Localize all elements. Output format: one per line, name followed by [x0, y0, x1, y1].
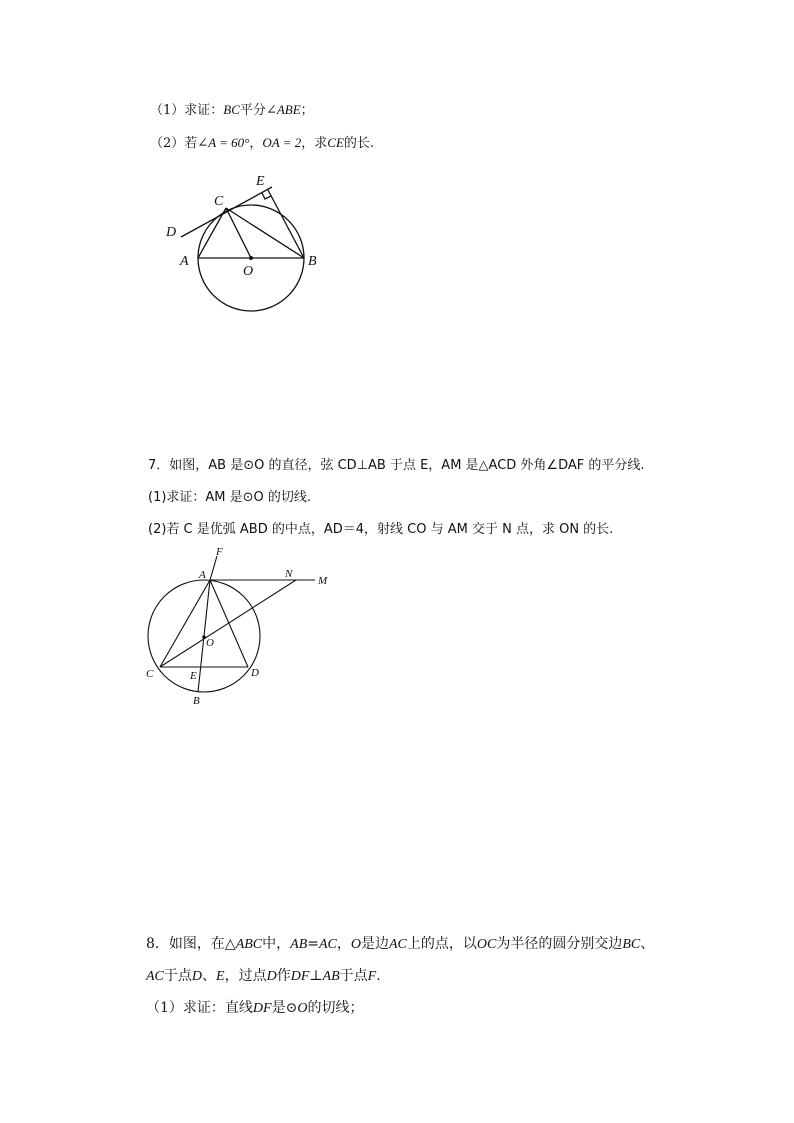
label-c: C [214, 194, 224, 209]
text: 求证：直线 [182, 1000, 253, 1016]
math-oa: OA = 2 [262, 135, 302, 150]
text: ； [300, 103, 314, 118]
text: 、 [202, 968, 217, 984]
label-o: O [206, 637, 214, 649]
math: AC [146, 969, 164, 984]
text: 上的点，以 [406, 936, 477, 952]
math: D [191, 969, 203, 984]
text: 求证： [184, 103, 224, 118]
label-a: A [180, 254, 189, 269]
math: O [297, 1001, 308, 1016]
ray-cn [160, 580, 296, 667]
math-ce: CE [327, 135, 344, 150]
math: AB [322, 969, 340, 984]
q7-stem: 7．如图，AB 是⊙O 的直径，弦 CD⊥AB 于点 E，AM 是△ACD 外角∠DAF 的平分线. [148, 458, 645, 473]
part-number: （1） [146, 1000, 183, 1016]
label-e: E [256, 174, 265, 189]
label-c: C [146, 668, 154, 680]
text: 中， [262, 936, 291, 952]
text: 是⊙ [271, 1000, 298, 1016]
extension-af [210, 556, 217, 580]
text: 是边 [361, 936, 389, 952]
q8-stem-line1 [146, 935, 654, 954]
label-m: M [318, 575, 328, 587]
text: 、 [640, 936, 655, 952]
label-d: D [251, 667, 259, 679]
q8-part1 [146, 999, 363, 1018]
text: 8．如图，在△ [146, 936, 236, 952]
text: ， [336, 936, 351, 952]
q8-stem-line2 [146, 967, 381, 986]
math: F [367, 969, 377, 984]
math-angle: ∠ABE [265, 102, 301, 117]
q7-part2: (2)若 C 是优弧 ABD 的中点，AD＝4，射线 CO 与 AM 交于 N 点，求 ON 的长. [148, 522, 614, 537]
text: 若 [184, 136, 198, 151]
label-f: F [216, 546, 223, 558]
label-e: E [190, 670, 197, 682]
text: 平分 [239, 103, 266, 118]
math: D [266, 969, 277, 984]
label-b: B [193, 695, 200, 707]
math-angle: ∠A = 60° [197, 135, 250, 150]
label-b: B [308, 254, 317, 269]
math: AB [290, 937, 308, 952]
text: ⊥ [309, 968, 323, 984]
label-d: D [166, 225, 177, 240]
text: . [376, 968, 381, 984]
q7-part1: (1)求证：AM 是⊙O 的切线. [148, 490, 312, 505]
text: 为半径的圆分别交边 [496, 936, 623, 952]
text: 于点 [163, 968, 192, 984]
text: ，求 [301, 136, 328, 151]
text: 的切线； [307, 1000, 364, 1016]
math: AC [318, 937, 337, 952]
math: DF [290, 969, 310, 984]
math: E [216, 969, 225, 984]
math: O [350, 937, 361, 952]
text: 于点 [339, 968, 368, 984]
label-n: N [285, 568, 293, 580]
math: OC [476, 937, 497, 952]
label-o: O [243, 264, 254, 279]
text: ， [249, 136, 263, 151]
text: = [307, 936, 319, 952]
math-bc: BC [223, 102, 240, 117]
text: 的长. [343, 136, 375, 151]
text: 作 [276, 968, 291, 984]
text: ，过点 [224, 968, 267, 984]
label-a: A [199, 569, 206, 581]
part-number: （1） [150, 103, 185, 118]
math: ABC [235, 937, 263, 952]
math: DF [252, 1001, 272, 1016]
math: BC [622, 937, 641, 952]
math: AC [389, 937, 407, 952]
part-number: （2） [150, 136, 185, 151]
